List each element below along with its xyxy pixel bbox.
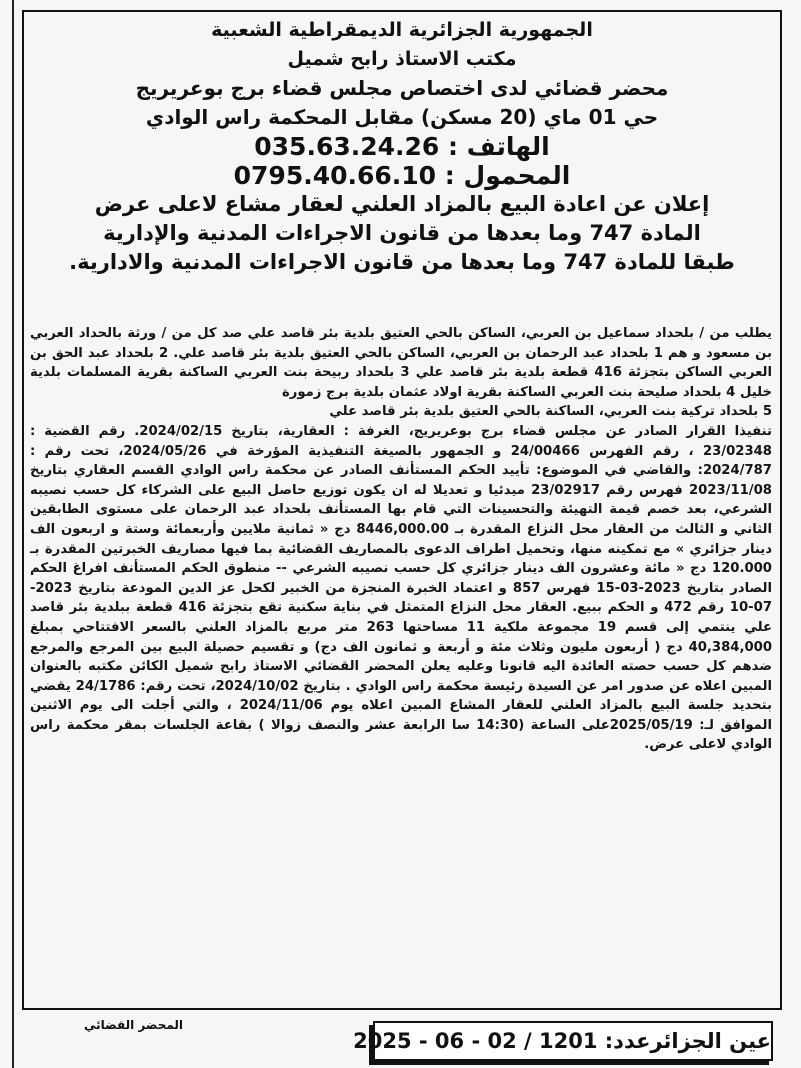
parties-paragraph: يطلب من / بلحداد سماعيل بن العربي، الساكن بالحي العتيق بلدية بئر قاصد علي صد كل من / ورثة بالحداد العربي بن مسعود و هم 1 بلحداد عبد الرحمان بن العربي، الساكن بالحي العتيق بلدية بئر قاصد علي. 2 بلحداد عبد الحق بن العربي الساكن بتجزئة 416 قطعة بلدية بئر قاصد علي 3 بلحداد ربيحة بنت العربي الساكنة بقرية المسلمات بلدية خليل 4 بلحداد صليحة بنت العربي الساكنة بقرية اولاد عثمان بلدية برج زمورة xyxy=(30,326,773,400)
mobile-number: المحمول : 0795.40.66.10 xyxy=(233,161,571,190)
party-five: 5 بلحداد تركية بنت العربي، الساكنة بالحي العتيق بلدية بئر قاصد علي xyxy=(329,404,772,420)
bailiff-signature: المحضر القضائي xyxy=(84,1018,184,1032)
ruling-paragraph: تنفيذا القرار الصادر عن مجلس قضاء برج بوعريريج، الغرفة : العقارية، بتاريخ 2024/02/15. رقم القضية : 23/02348 ، رقم الفهرس 24/00466 و الجمهور بالصيغة التنفيذية المؤرخة في 2024/05/26، تحت رقم : 2024/787: والقاضي في الموضوع: تأييد الحكم المستأنف الصادر عن محكمة راس الوادي القسم العقاري بتاريخ 2023/11/08 فهرس رقم 23/02917 ميدئيا و تعديلا له ان يكون توزيع حاصل البيع على الشركاء كل حسب نصيبه الشرعي، بعد خصم قيمة التهيئة والتحسينات التي قام بها المستأنف بلحداد عبد الرحمان على مستوى الطابقين الثاني و الثالث من العقار محل النزاع المقدرة بـ 8446,000.00 دج « ثمانية ملايين وأربعمائة وستة و اربعون الف دينار جزائري » مع تمكينه منها، وتحميل اطراف الدعوى بالمصاريف القضائية بما فيها مصاريف الخبرتين المقدرة بـ 120.000 دج « مائة وعشرون الف دينار جزائري كل حسب نصيبه الشرعي -- منطوق الحكم المستأنف افراغ الحكم الصادر بتاريخ 2023-03-15 فهرس 857 و اعتماد الخبرة المنجزة من الخبير لكحل عز الدين المودعة بتاريخ 2023-07-10 رقم 472 و الحكم ببيع. العقار محل النزاع المتمثل في بناية سكنية تقع بتجزئة 416 قطعة ببلدية بئر قاصد علي ينتمي إلى قسم 19 مجموعة ملكية 11 مساحتها 263 متر مربع بالمزاد العلني بالسعر الافتتاحي بمبلغ 40,384,000 دج ( أربعون مليون وثلاث مئة و أربعة و ثمانون الف دج) و تقسيم حصيلة البيع بين المرجع والمرجع ضدهم كل حسب حصته العائدة اليه قانونا وعليه يعلن المحضر القضائي الاستاذ رابح شميل الكائن مكتبه بالعنوان المبين اعلاه عن صدور امر عن السيدة رئيسة محكمة راس الوادي . بتاريخ 2024/10/02، تحت رقم: 24/1786 يقضي بتحديد جلسة البيع بالمزاد العلني للعقار المشاع المبين اعلاه يوم 2024/11/06 ، والتي أجلت الى يوم الاثنين الموافق لـ: 2025/05/19على الساعة (14:30 سا الرابعة عشر والنصف زوالا ) بقاعة الجلسات بمقر محكمة راس الوادي لاعلى عرض. xyxy=(30,423,773,753)
notice-header xyxy=(24,16,780,277)
column-divider xyxy=(12,0,14,1068)
notice-title: إعلان عن اعادة البيع بالمزاد العلني لعقار مشاع لاعلى عرض xyxy=(94,192,710,216)
phone-number: الهاتف : 035.63.24.26 xyxy=(254,132,550,161)
legal-article: المادة 747 وما بعدها من قانون الاجراءات المدنية والإدارية xyxy=(103,221,701,245)
office-name: مكتب الاستاذ رابح شميل xyxy=(287,48,517,70)
notice-body xyxy=(30,324,772,755)
newspaper-issue-box: عين الجزائرعدد: 1201 / 02 - 06 - 2025 xyxy=(373,1021,773,1061)
republic-title: الجمهورية الجزائرية الديمقراطية الشعبية xyxy=(211,19,593,41)
bailiff-jurisdiction: محضر قضائي لدى اختصاص مجلس قضاء برج بوعريريج xyxy=(135,76,669,100)
office-address: حي 01 ماي (20 مسكن) مقابل المحكمة راس الوادي xyxy=(145,105,659,129)
legal-basis: طبقا للمادة 747 وما بعدها من قانون الاجراءات المدنية والادارية. xyxy=(69,250,735,274)
